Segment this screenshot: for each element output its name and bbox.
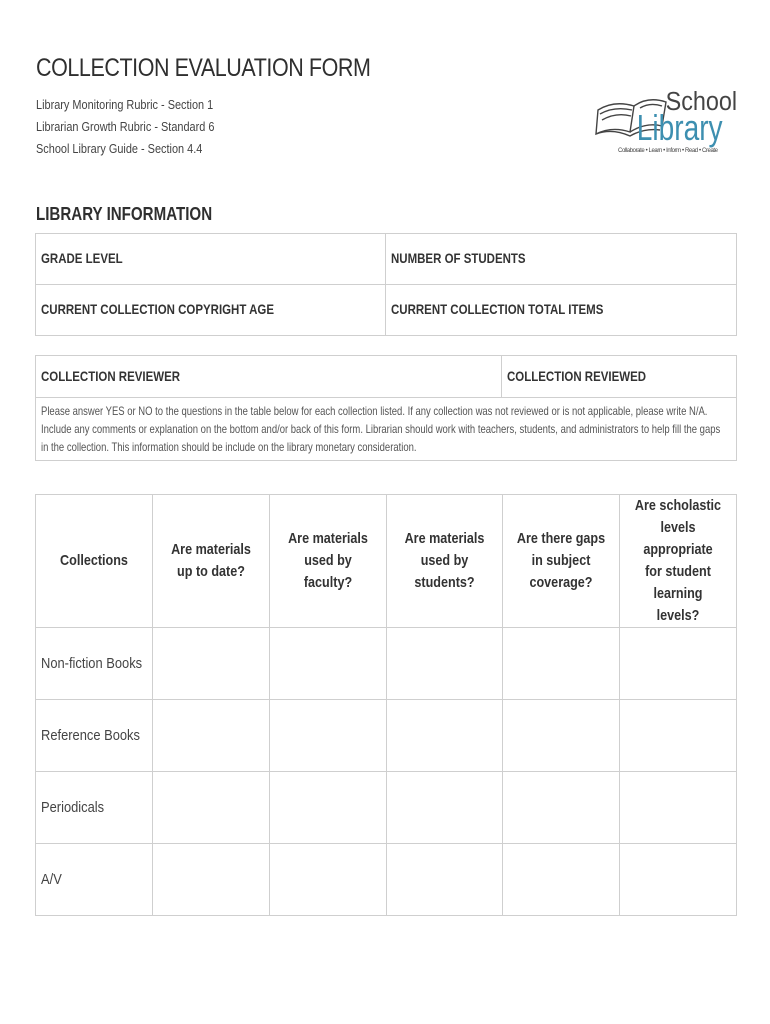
copyright-age-field[interactable] [36, 285, 386, 336]
table-row [36, 844, 737, 916]
logo-tagline: Collaborate • Learn • Inform • Read • Create [618, 148, 718, 154]
collection-reviewer-field[interactable] [36, 356, 502, 398]
reference-item: Library Monitoring Rubric - Section 1 [36, 97, 214, 112]
answer-cell[interactable] [503, 628, 620, 700]
total-items-field[interactable] [386, 285, 737, 336]
row-label: Periodicals [41, 798, 105, 816]
answer-cell[interactable] [620, 844, 737, 916]
answer-cell[interactable] [387, 628, 503, 700]
answer-cell[interactable] [503, 700, 620, 772]
library-information-heading: LIBRARY INFORMATION [36, 204, 213, 224]
answer-cell[interactable] [387, 772, 503, 844]
form-title: COLLECTION EVALUATION FORM [36, 54, 371, 82]
grade-level-label: GRADE LEVEL [41, 250, 123, 266]
instructions-text: Please answer YES or NO to the questions in the table below for each collection listed. If any collection was not reviewed or is not applicable, please write N/A. Include any comments or explanation on the bottom and/or back of this form. Librarian should work with teachers, students, and administrators to help fill the gaps in the collection. This information should be include on the library monetary consideration. [41, 404, 721, 454]
copyright-age-label: CURRENT COLLECTION COPYRIGHT AGE [41, 301, 275, 317]
answer-cell[interactable] [620, 700, 737, 772]
row-label: A/V [41, 870, 62, 888]
library-information-table [35, 233, 737, 336]
collection-reviewed-field[interactable] [502, 356, 737, 398]
answer-cell[interactable] [620, 628, 737, 700]
answer-cell[interactable] [270, 844, 387, 916]
answer-cell[interactable] [387, 700, 503, 772]
column-header: Are materials used by students? [404, 530, 485, 591]
table-row [36, 772, 737, 844]
row-label: Reference Books [41, 726, 140, 744]
reference-item: Librarian Growth Rubric - Standard 6 [36, 119, 215, 134]
column-header: Are materials up to date? [171, 541, 251, 580]
answer-cell[interactable] [153, 628, 270, 700]
column-header: Are there gaps in subject coverage? [516, 530, 606, 591]
total-items-label: CURRENT COLLECTION TOTAL ITEMS [391, 301, 604, 317]
answer-cell[interactable] [153, 844, 270, 916]
answer-cell[interactable] [153, 772, 270, 844]
answer-cell[interactable] [620, 772, 737, 844]
reference-item: School Library Guide - Section 4.4 [36, 141, 203, 156]
column-header: Collections [60, 552, 128, 569]
answer-cell[interactable] [503, 844, 620, 916]
reference-list [36, 94, 248, 160]
answer-cell[interactable] [503, 772, 620, 844]
logo-school-text: School [665, 87, 738, 117]
column-header: Are scholastic levels appropriate for student learning levels? [634, 497, 722, 624]
answer-cell[interactable] [270, 700, 387, 772]
table-row [36, 628, 737, 700]
answer-cell[interactable] [270, 628, 387, 700]
table-header-row [36, 495, 737, 628]
collection-reviewed-label: COLLECTION REVIEWED [507, 367, 647, 384]
answer-cell[interactable] [387, 844, 503, 916]
answer-cell[interactable] [153, 700, 270, 772]
collection-review-table [35, 355, 737, 461]
collection-evaluation-table [35, 494, 737, 916]
number-of-students-field[interactable] [386, 234, 737, 285]
table-row [36, 700, 737, 772]
row-label: Non-fiction Books [41, 654, 143, 672]
school-library-logo [590, 80, 740, 156]
collection-reviewer-label: COLLECTION REVIEWER [41, 367, 181, 384]
grade-level-field[interactable] [36, 234, 386, 285]
number-of-students-label: NUMBER OF STUDENTS [391, 250, 526, 266]
logo-library-text: Library [636, 107, 723, 148]
column-header: Are materials used by faculty? [288, 530, 368, 591]
answer-cell[interactable] [270, 772, 387, 844]
